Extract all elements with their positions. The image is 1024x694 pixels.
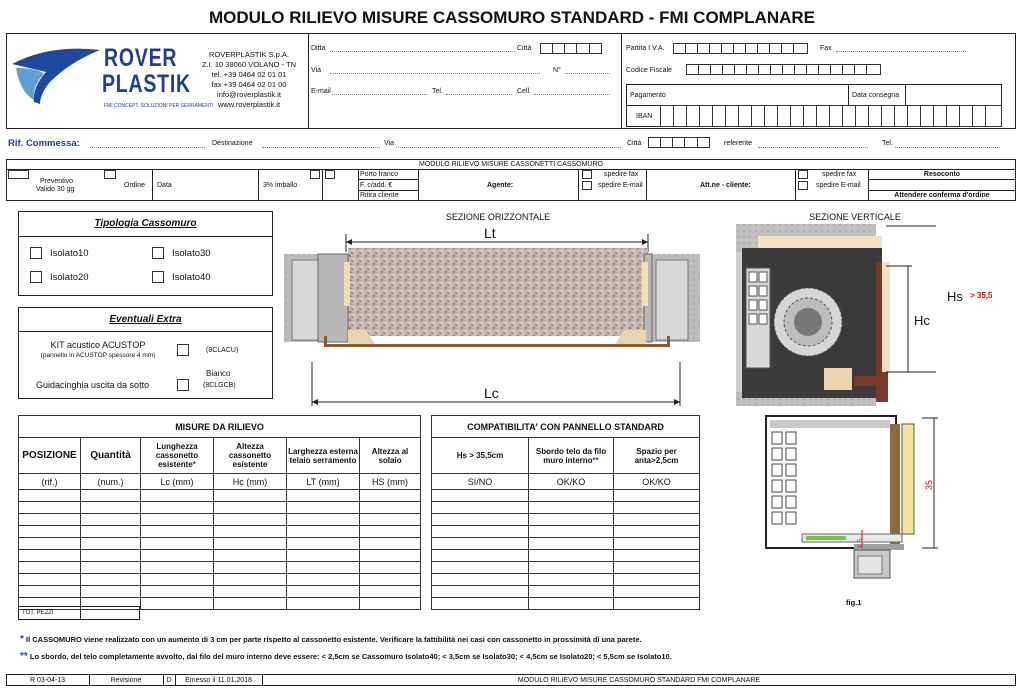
note-1: * Il CASSOMURO viene realizzato con un aumento di 3 cm per parte rispetto al cassonetto esistente. Verificare la fattibilità nei casi con cassonetto in prossimità di una parete. [20,634,642,645]
unit-hc: Hc (mm) [214,474,287,490]
kit-note: (pannello in ACUSTOP spessore 4 mm) [40,352,156,359]
label-cell: Cell. [517,88,532,95]
unit-lt: LT (mm) [287,474,360,490]
rif-citta-field[interactable] [648,137,710,148]
label-spedire-fax-2: spedire fax [822,171,857,178]
isolato10-label: Isolato10 [50,248,89,259]
label-email: E-mail [311,88,331,95]
label-pagamento: Pagamento [630,92,666,99]
isolato30-label: Isolato30 [172,248,211,259]
company-info: ROVERPLASTIK S.p.A. Z.I. 10 38060 VOLANO - TN tel. +39 0464 02 01 01 fax +39 0464 02 01 00 info@roverplastik.it www.roverplastik.it [201,50,297,109]
label-rif-citta: Città [627,140,642,147]
logo-tagline: FMI CONCEPT. SOLUZIONI PER SERRAMENTI [104,103,214,109]
dim-lt: Lt [484,225,496,241]
isolato30-checkbox[interactable] [152,247,164,259]
note-2: ** Lo sbordo, del telo completamente avvolto, dal filo del muro interno deve essere: < 2,5cm se Cassomuro Isolato40; < 3,5cm se Isolato30; < 4,5cm se Isolato20; < 5,5cm se Isolato10. [20,651,672,662]
fig1-label: fig.1 [846,598,862,607]
spedire-fax-checkbox[interactable] [582,170,592,179]
table-row [432,502,700,514]
table-row [19,538,421,550]
misure-title: MISURE DA RILIEVO [19,416,421,438]
table-row [19,490,421,502]
col-spazio: Spazio per anta>2,5cm [614,438,700,474]
footer-code: R 03-04-13 [29,677,66,684]
citta-field[interactable] [540,43,602,54]
table-row [432,526,700,538]
kit-label: KIT acustico ACUSTOP [50,340,146,350]
isolato40-label: Isolato40 [172,272,211,283]
col-quantita: Quantità [81,438,141,474]
table-row [432,514,700,526]
unit-rif: (rif.) [19,474,81,490]
piva-field[interactable] [673,43,808,54]
preventivo-checkbox[interactable] [8,170,29,179]
isolato20-label: Isolato20 [50,272,89,283]
unit-num: (num.) [81,474,141,490]
unit-hs: HS (mm) [360,474,421,490]
footer-doc: MODULO RILIEVO MISURE CASSOMURO STANDARD FMI COMPLANARE [517,677,761,684]
footer-rev: D [166,677,172,684]
label-porto-franco: Porto franco [360,171,399,178]
table-row [19,550,421,562]
table-row [19,514,421,526]
guida-color: Bianco [206,369,231,378]
col-hs: Hs > 35,5cm [432,438,529,474]
isolato20-checkbox[interactable] [30,271,42,283]
col-altezza-solaio: Altezza al solaio [360,438,421,474]
spedire-email-checkbox-2[interactable] [798,181,808,190]
cf-field[interactable] [686,64,881,75]
table-row [432,598,700,610]
company-logo [10,42,102,108]
label-imballo: 3% imballo [263,182,298,189]
order-bar-title: MODULO RILIEVO MISURE CASSONETTI CASSOMURO [419,161,603,168]
dim-hs: Hs [947,289,963,304]
table-row [432,490,700,502]
label-spedire-fax: spedire fax [604,171,639,178]
table-row [432,550,700,562]
label-iban: IBAN [636,113,653,120]
isolato40-checkbox[interactable] [152,271,164,283]
table-row [19,562,421,574]
label-attendere: Attendere conferma d'ordine [894,192,990,199]
compat-title: COMPATIBILITA' CON PANNELLO STANDARD [432,416,700,438]
ordine-checkbox[interactable] [104,170,116,179]
unit-lc: Lc (mm) [141,474,214,490]
col-sbordo: Sbordo telo da filo muro interno** [529,438,614,474]
label-spedire-email: spedire E-mail [598,182,643,189]
guida-code: (8CLGCB) [203,382,236,389]
sezione-verticale-title: SEZIONE VERTICALE [809,212,901,222]
sezione-orizzontale-title: SEZIONE ORIZZONTALE [445,212,551,222]
guida-checkbox[interactable] [177,379,189,391]
iban-field[interactable] [660,105,1002,127]
logo-rover: ROVER [104,44,178,72]
fig1-drawing [762,414,948,598]
tipologia-title: Tipologia Cassomuro [94,218,197,229]
label-citta: Città [517,45,532,52]
label-ditta: Ditta [311,45,326,52]
fig1-dim-35: 35 [924,479,935,491]
label-validita: Valido 30 gg [36,186,75,193]
label-rif-via: Via [384,140,394,147]
compat-table [431,415,700,610]
label-rif-tel: Tel. [882,140,893,147]
col-larghezza: Larghezza esterna telaio serramento [287,438,360,474]
sezione-verticale-drawing [736,222,936,408]
label-agente: Agente: [487,182,514,189]
table-row [432,586,700,598]
spedire-email-checkbox[interactable] [582,181,592,190]
table-row [432,574,700,586]
label-ritira: Ritira cliente [360,192,399,199]
porto-franco-checkbox[interactable] [325,170,335,179]
isolato10-checkbox[interactable] [30,247,42,259]
page-title: MODULO RILIEVO MISURE CASSOMURO STANDARD - FMI COMPLANARE [208,8,815,27]
label-preventivo: Preventivo [40,178,74,185]
table-row [432,562,700,574]
logo-plastik: PLASTIK [102,70,191,98]
kit-code: (8CLACU) [206,347,239,354]
table-row [432,538,700,550]
unit-ok-ko-2: OK/KO [614,474,700,490]
spedire-fax-checkbox-2[interactable] [798,170,808,179]
tot-pezzi-label: TOT. PEZZI [22,610,54,616]
label-via: Via [311,67,321,74]
extra-title: Eventuali Extra [109,314,182,325]
dim-lc: Lc [484,385,499,401]
label-data-consegna: Data consegna [852,92,900,99]
label-n: N° [553,67,561,74]
kit-checkbox[interactable] [177,344,189,356]
label-codice-fiscale: Codice Fiscale [626,67,672,74]
col-posizione: POSIZIONE [19,438,81,474]
col-altezza: Altezza cassonetto esistente [214,438,287,474]
footer-emesso: Emesso il 11.01.2018 [185,677,252,684]
label-referente: referente [724,140,753,147]
rif-commessa-label: Rif. Commessa: [8,138,80,149]
label-data: Data [157,182,172,189]
label-attne: Att.ne - cliente: [700,182,751,189]
misure-table [18,415,421,610]
dim-hs-note: > 35,5 [970,291,993,300]
label-ordine: Ordine [124,182,146,189]
fig1-dim-25: 2,5 [857,538,865,549]
unit-si-no: SI/NO [432,474,529,490]
label-piva: Partita I.V.A. [626,45,665,52]
footer-revisione: Revisione [110,677,142,684]
table-row [19,502,421,514]
dim-hc: Hc [914,313,930,328]
label-tel: Tel. [432,88,443,95]
table-row [19,526,421,538]
imballo-checkbox[interactable] [310,170,320,179]
label-spedire-email-2: spedire E-mail [816,182,861,189]
table-row [19,586,421,598]
guida-label: Guidacinghia uscita da sotto [36,380,150,390]
label-resoconto: Resoconto [923,171,961,178]
col-lunghezza: Lunghezza cassonetto esistente* [141,438,214,474]
table-row [19,574,421,586]
sezione-orizzontale-drawing [284,222,700,412]
label-destinazione: Destinazione [212,140,253,147]
unit-ok-ko-1: OK/KO [529,474,614,490]
label-f-cadd: F. c/add. € [360,182,393,189]
label-fax: Fax [820,45,832,52]
